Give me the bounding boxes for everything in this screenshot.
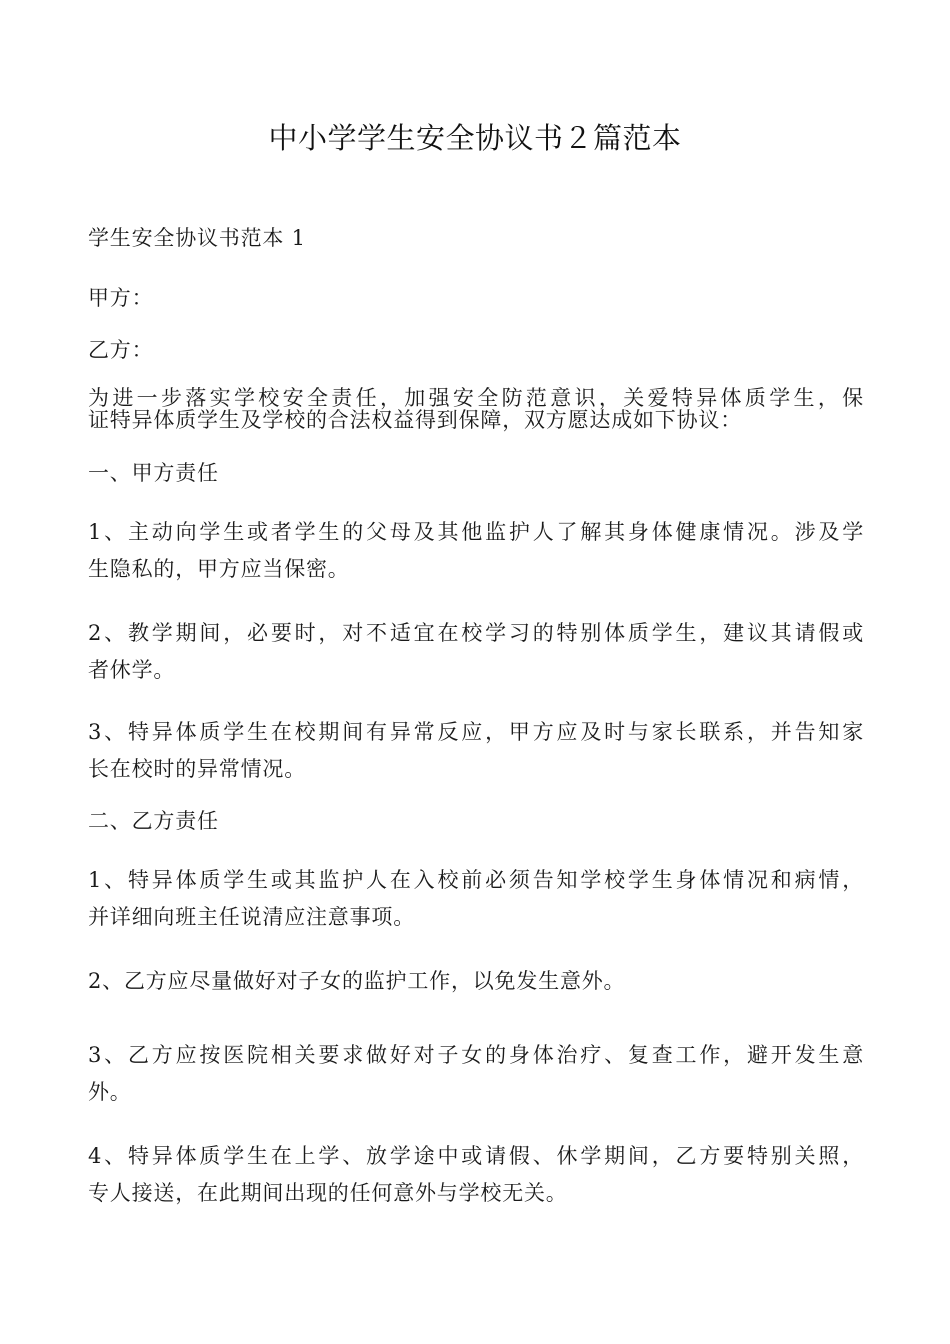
part2-heading: 二、乙方责任 [88,809,219,833]
part2-item-4 [88,1138,864,1212]
part2-item-1 [88,862,864,936]
part2-item-2 [88,963,864,1000]
part2-item-2-line-1: 2、乙方应尽量做好对子女的监护工作，以免发生意外。 [88,969,626,993]
part1-item-1 [88,514,864,588]
part2-item-3 [88,1037,864,1111]
part1-item-3-line-1: 3、特异体质学生在校期间有异常反应，甲方应及时与家长联系，并告知家 [88,720,864,744]
party-b-label: 乙方： [88,338,154,362]
part2-item-4-line-2: 专人接送，在此期间出现的任何意外与学校无关。 [88,1181,568,1205]
part2-item-1-line-2: 并详细向班主任说清应注意事项。 [88,905,415,929]
part1-item-3-line-2: 长在校时的异常情况。 [88,757,306,781]
part1-item-2 [88,615,864,689]
party-a-label: 甲方： [88,286,154,310]
part2-item-3-line-2: 外。 [88,1080,132,1104]
intro-line-1: 为进一步落实学校安全责任，加强安全防范意识，关爱特异体质学生，保 [88,386,864,410]
section-heading: 学生安全协议书范本 1 [88,226,306,250]
part1-item-1-line-1: 1、主动向学生或者学生的父母及其他监护人了解其身体健康情况。涉及学 [88,520,864,544]
part1-item-1-line-2: 生隐私的，甲方应当保密。 [88,557,350,581]
part2-item-1-line-1: 1、特异体质学生或其监护人在入校前必须告知学校学生身体情况和病情， [88,868,864,892]
part1-heading: 一、甲方责任 [88,461,219,485]
intro-line-2: 证特异体质学生及学校的合法权益得到保障，双方愿达成如下协议： [88,408,742,432]
intro-paragraph [88,387,864,431]
part2-item-3-line-1: 3、乙方应按医院相关要求做好对子女的身体治疗、复查工作，避开发生意 [88,1043,864,1067]
part1-item-2-line-1: 2、教学期间，必要时，对不适宜在校学习的特别体质学生，建议其请假或 [88,621,864,645]
part1-item-2-line-2: 者休学。 [88,658,176,682]
part1-item-3 [88,714,864,788]
part2-item-4-line-1: 4、特异体质学生在上学、放学途中或请假、休学期间，乙方要特别关照， [88,1144,864,1168]
document-title: 中小学学生安全协议书２篇范本 [268,121,682,155]
